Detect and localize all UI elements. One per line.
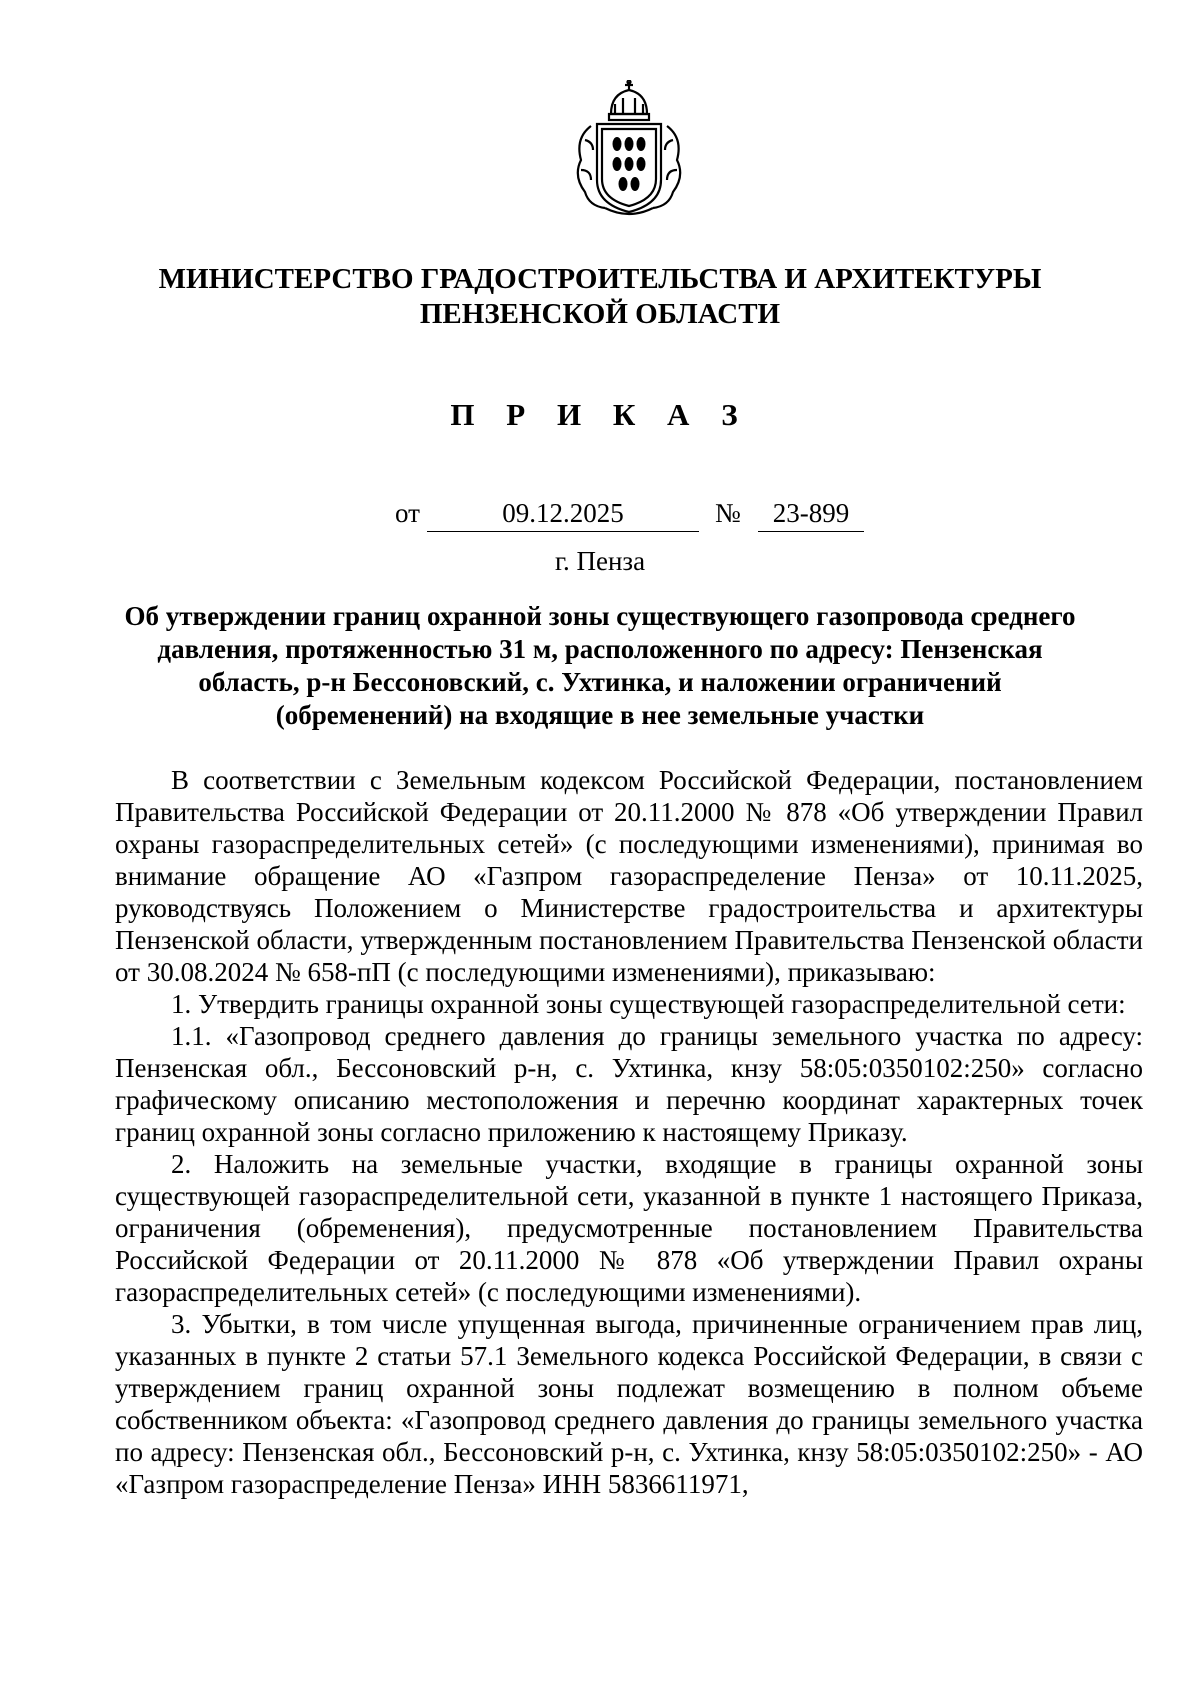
ministry-name bbox=[60, 262, 1140, 332]
subject-line-2: давления, протяженностью 31 м, расположенного по адресу: Пензенская bbox=[157, 634, 1043, 664]
document-type-title: П Р И К А З bbox=[450, 397, 750, 432]
body-paragraph-item-1: 1. Утвердить границы охранной зоны существующей газораспределительной сети: bbox=[171, 989, 1126, 1019]
document-date: 09.12.2025 bbox=[427, 495, 699, 532]
subject-line-1: Об утверждении границ охранной зоны существующего газопровода среднего bbox=[124, 601, 1076, 631]
document-number: 23-899 bbox=[758, 495, 864, 532]
subject-line-3: область, р-н Бессоновский, с. Ухтинка, и наложении ограничений bbox=[198, 667, 1002, 697]
number-label: № bbox=[715, 498, 741, 528]
date-label: от bbox=[395, 498, 420, 528]
body-paragraph-item-2: 2. Наложить на земельные участки, входящие в границы охранной зоны существующей газораспределительной сети, указанной в пункте 1 настоящего Приказа, ограничения (обременения), предусмотренные постановлением Правительства Российской Федерации от 20.11.2000 № 878 «Об утверждении Правил охраны газораспределительных сетей» (с последующими изменениями). bbox=[115, 1149, 1143, 1307]
document-subject bbox=[116, 600, 1084, 732]
body-paragraph-item-1-1: 1.1. «Газопровод среднего давления до границы земельного участка по адресу: Пензенская обл., Бессоновский р-н, с. Ухтинка, кнзу 58:05:0350102:250» согласно графическому описанию местоположения и перечню координат характерных точек границ охранной зоны согласно приложению к настоящему Приказу. bbox=[115, 1021, 1143, 1147]
document-body bbox=[115, 764, 1143, 1500]
body-paragraph-item-3: 3. Убытки, в том числе упущенная выгода, причиненные ограничением прав лиц, указанных в пункте 2 статьи 57.1 Земельного кодекса Российской Федерации, в связи с утверждением границ охранной зоны подлежат возмещению в полном объеме собственником объекта: «Газопровод среднего давления до границы земельного участка по адресу: Пензенская обл., Бессоновский р-н, с. Ухтинка, кнзу 58:05:0350102:250» - АО «Газпром газораспределение Пенза» ИНН 5836611971, bbox=[115, 1309, 1143, 1499]
ministry-line-2: ПЕНЗЕНСКОЙ ОБЛАСТИ bbox=[419, 298, 781, 330]
coat-of-arms-emblem bbox=[571, 80, 687, 218]
subject-line-4: (обременений) на входящие в нее земельные участки bbox=[275, 700, 925, 730]
city: г. Пенза bbox=[554, 546, 646, 576]
body-paragraph-preamble: В соответствии с Земельным кодексом Российской Федерации, постановлением Правительства Российской Федерации от 20.11.2000 № 878 «Об утверждении Правил охраны газораспределительных сетей» (с последующими изменениями), принимая во внимание обращение АО «Газпром газораспределение Пенза» от 10.11.2025, руководствуясь Положением о Министерстве градостроительства и архитектуры Пензенской области, утвержденным постановлением Правительства Пензенской области от 30.08.2024 № 658-пП (с последующими изменениями), приказываю: bbox=[115, 765, 1143, 987]
ministry-line-1: МИНИСТЕРСТВО ГРАДОСТРОИТЕЛЬСТВА И АРХИТЕКТУРЫ bbox=[158, 263, 1042, 295]
